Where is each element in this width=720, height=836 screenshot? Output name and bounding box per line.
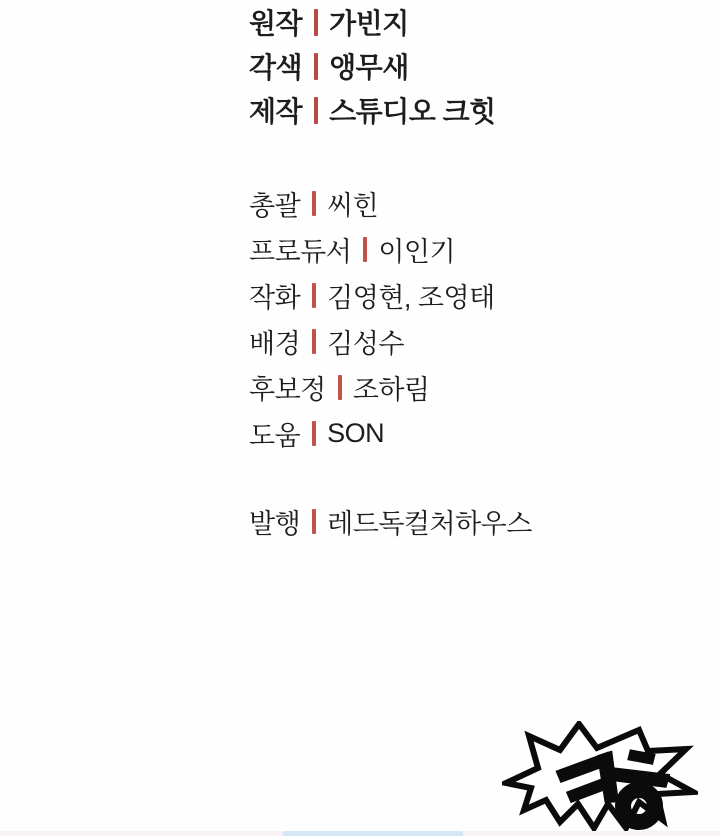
credit-name: 김영현, 조영태 <box>327 282 495 313</box>
staff-credits-group <box>249 180 495 456</box>
credit-role: 배경 <box>249 328 301 359</box>
publisher-credits-group <box>249 498 532 544</box>
credit-line-assistance <box>249 410 495 456</box>
credit-role: 제작 <box>249 96 303 127</box>
credit-name: 김성수 <box>327 328 404 359</box>
credit-role: 프로듀서 <box>249 236 352 267</box>
credit-name: 이인기 <box>378 236 456 267</box>
next-panel-sky-hint <box>283 831 463 836</box>
credit-role: 총괄 <box>249 190 301 221</box>
divider-bar <box>312 509 316 534</box>
divider-bar <box>312 329 316 354</box>
divider-bar <box>363 237 367 262</box>
credit-line-producer <box>249 226 495 272</box>
credit-name: 앵무새 <box>329 52 409 83</box>
divider-bar <box>314 53 318 80</box>
starburst-shape <box>502 721 698 836</box>
credit-role: 후보정 <box>249 374 326 405</box>
credit-name: 레드독컬처하우스 <box>327 508 532 539</box>
credit-line-background <box>249 318 495 364</box>
credit-role: 원작 <box>249 8 303 39</box>
credit-line-publisher <box>249 498 532 544</box>
next-panel-edge <box>0 831 720 836</box>
laugh-burst-bubble <box>502 721 698 836</box>
credit-line-original-author <box>249 0 496 44</box>
divider-bar <box>312 283 316 308</box>
credit-line-adaptation <box>249 44 496 88</box>
credit-line-studio <box>249 88 496 132</box>
credit-role: 발행 <box>249 508 301 539</box>
credit-name: SON <box>327 417 385 448</box>
credit-role: 각색 <box>249 52 303 83</box>
credits-block <box>249 0 532 539</box>
credit-name: 가빈지 <box>329 8 409 39</box>
credit-name: 씨힌 <box>327 190 379 221</box>
divider-bar <box>338 375 342 400</box>
credit-role: 도움 <box>249 420 301 451</box>
credit-line-postcorrection <box>249 364 495 410</box>
credit-line-artwork <box>249 272 495 318</box>
production-credits-group <box>249 0 496 132</box>
credit-line-director <box>249 180 495 226</box>
credit-role: 작화 <box>249 282 301 313</box>
divider-bar <box>314 97 318 124</box>
divider-bar <box>314 9 318 36</box>
credit-name: 스튜디오 크힛 <box>329 96 496 127</box>
divider-bar <box>312 191 316 216</box>
credit-name: 조하림 <box>352 374 430 405</box>
divider-bar <box>312 421 316 446</box>
